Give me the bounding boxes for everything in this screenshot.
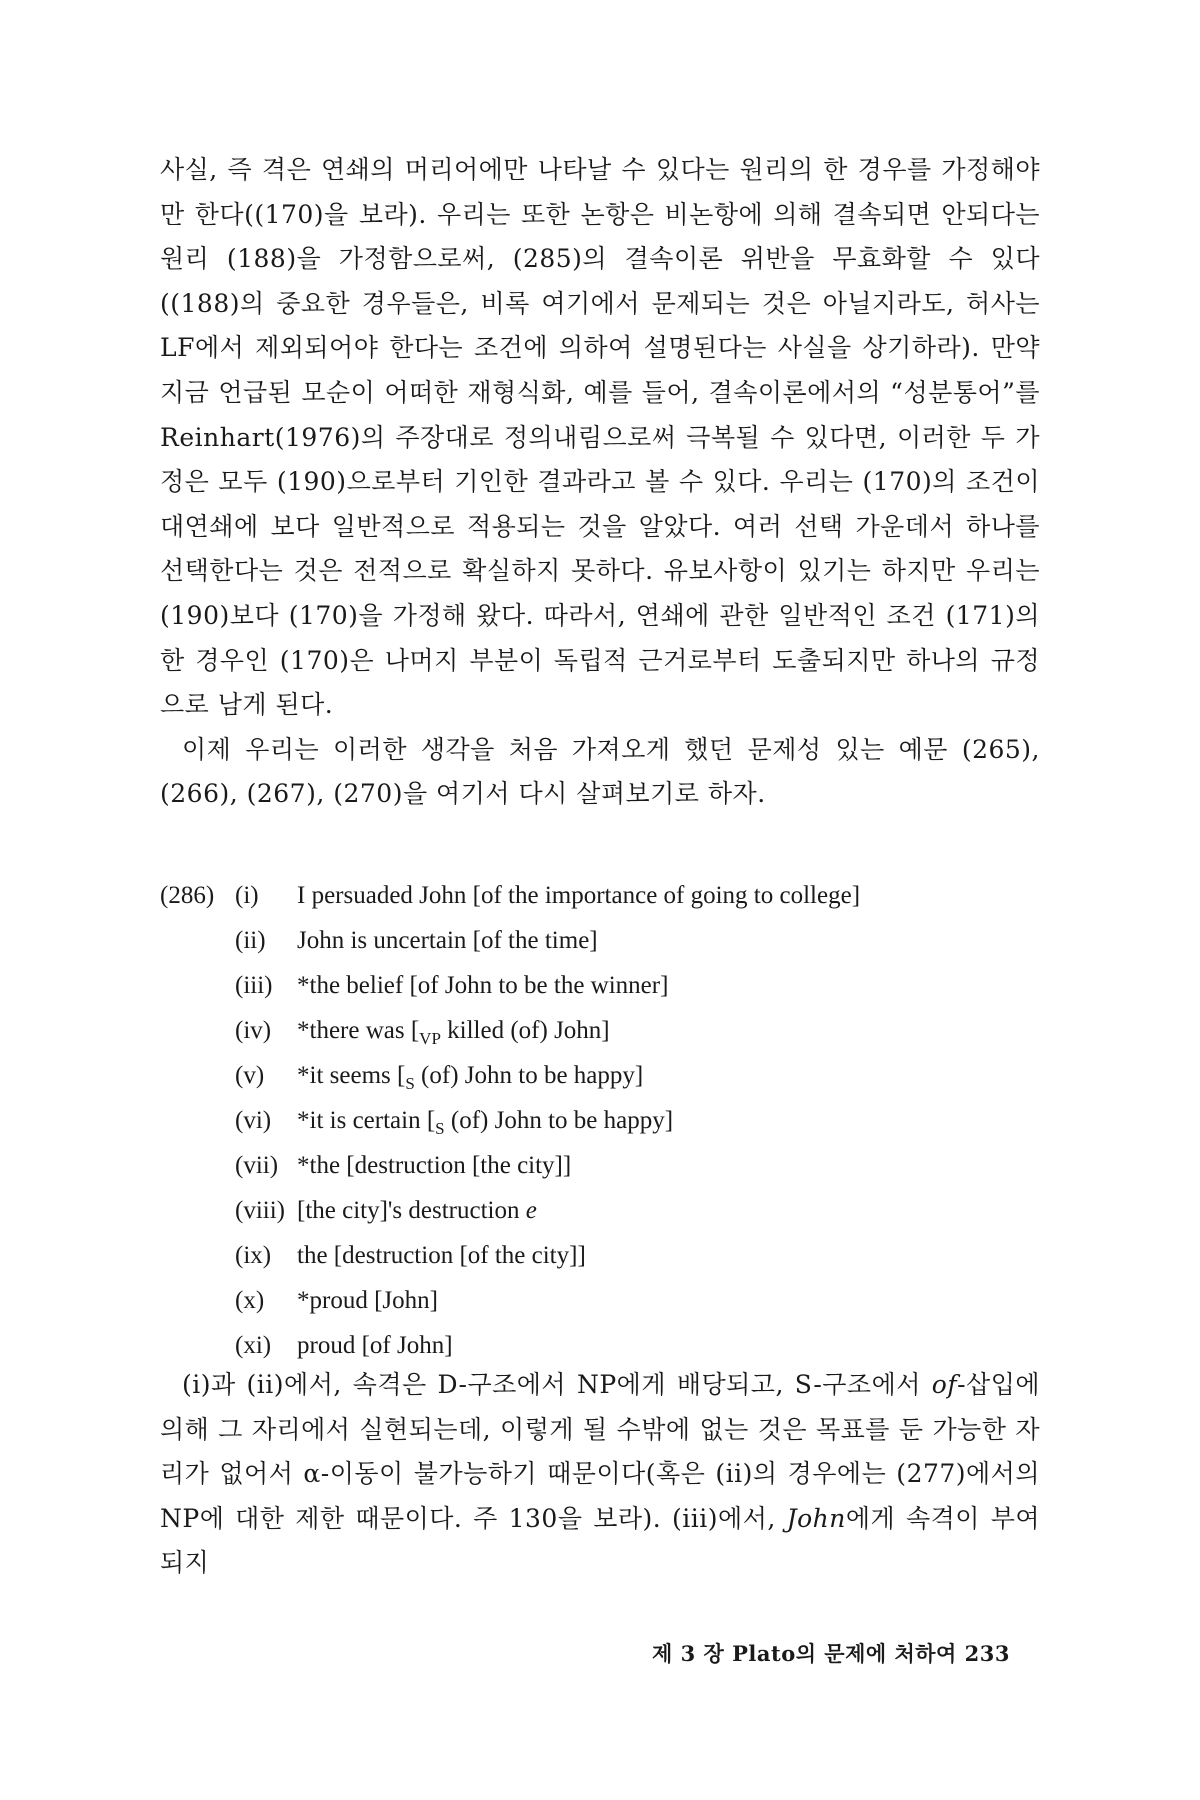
body-text-bottom — [160, 1363, 1040, 1586]
example-label: (ii) — [235, 927, 266, 954]
example-label: (v) — [235, 1062, 265, 1089]
paragraph-text: (i)과 (ii)에서, 속격은 D-구조에서 NP에게 배당되고, S-구조에서 — [182, 1370, 932, 1399]
example-row — [160, 1008, 1040, 1053]
paragraph-text: -삽입에 의해 그 자리에서 실현되는데, 이렇게 될 수밖에 없는 것은 목표를 둔 가능한 자리가 없어서 α-이동이 불가능하기 때문이다(혹은 (ii)의 경우에는 (277)에서의 NP에 대한 제한 때문이다. 주 130을 보라). (iii)에서, — [160, 1370, 1040, 1533]
example-text: *proud [John] — [297, 1287, 438, 1314]
example-text-part: [the city]'s destruction — [297, 1197, 526, 1224]
example-label: (viii) — [235, 1197, 285, 1224]
example-label: (ix) — [235, 1242, 272, 1269]
italic-term: John — [786, 1503, 846, 1533]
example-text-part: *there was [ — [297, 1017, 420, 1044]
example-text — [297, 1098, 673, 1145]
paragraph-1: 사실, 즉 격은 연쇄의 머리어에만 나타날 수 있다는 원리의 한 경우를 가정해야만 한다((170)을 보라). 우리는 또한 논항은 비논항에 의해 결속되면 안되다는 원리 (188)을 가정함으로써, (285)의 결속이론 위반을 무효화할 수 있다((188)의 중요한 경우들은, 비록 여기에서 문제되는 것은 아닐지라도, 허사는 LF에서 제외되어야 한다는 조건에 의하여 설명된다는 사실을 상기하라). 만약 지금 언급된 모순이 어떠한 재형식화, 예를 들어, 결속이론에서의 “성분통어”를 Reinhart(1976)의 주장대로 정의내림으로써 극복될 수 있다면, 이러한 두 가정은 모두 (190)으로부터 기인한 결과라고 볼 수 있다. 우리는 (170)의 조건이 대연쇄에 보다 일반적으로 적용되는 것을 알았다. 여러 선택 가운데서 하나를 선택한다는 것은 전적으로 확실하지 못하다. 유보사항이 있기는 하지만 우리는 (190)보다 (170)을 가정해 왔다. 따라서, 연쇄에 관한 일반적인 조건 (171)의 한 경우인 (170)은 나머지 부분이 독립적 근거로부터 도출되지만 하나의 규정으로 남게 된다. — [160, 155, 1040, 720]
example-text-part: *it is certain [ — [297, 1107, 436, 1134]
example-row — [160, 1098, 1040, 1143]
example-row — [160, 1053, 1040, 1098]
example-text: *the [destruction [the city]] — [297, 1152, 572, 1179]
example-text: I persuaded John [of the importance of going to college] — [297, 882, 861, 909]
page-footer: 제 3 장 Plato의 문제에 처하여 233 — [652, 1641, 1010, 1666]
category-subscript: S — [435, 1119, 445, 1138]
example-row — [160, 1323, 1040, 1368]
italic-term: of — [931, 1370, 958, 1399]
example-row — [160, 1233, 1040, 1278]
empty-category-e: e — [525, 1197, 537, 1224]
example-label: (xi) — [235, 1332, 272, 1359]
example-text-part: (of) John to be happy] — [444, 1107, 674, 1134]
paragraph-2: 이제 우리는 이러한 생각을 처음 가져오게 했던 문제성 있는 예문 (265), (266), (267), (270)을 여기서 다시 살펴보기로 하자. — [160, 734, 1040, 809]
example-row — [160, 873, 1040, 918]
example-label: (i) — [235, 882, 259, 909]
example-text: *the belief [of John to be the winner] — [297, 972, 669, 999]
example-text: proud [of John] — [297, 1332, 453, 1359]
example-row — [160, 1278, 1040, 1323]
example-label: (vii) — [235, 1152, 279, 1179]
example-text-part: (of) John to be happy] — [414, 1062, 644, 1089]
example-row — [160, 918, 1040, 963]
category-subscript: S — [405, 1074, 415, 1093]
body-text-top — [160, 148, 1040, 817]
example-row — [160, 963, 1040, 1008]
paragraph-text: 에게 속격이 부여되지 — [160, 1503, 1040, 1578]
example-label: (vi) — [235, 1107, 272, 1134]
category-subscript: VP — [419, 1029, 441, 1048]
paragraph-3 — [160, 1363, 1040, 1586]
example-label: (x) — [235, 1287, 265, 1314]
example-text: the [destruction [of the city]] — [297, 1242, 586, 1269]
example-text — [297, 1008, 610, 1055]
example-row — [160, 1188, 1040, 1233]
example-text-part: killed (of) John] — [440, 1017, 610, 1044]
example-label: (iv) — [235, 1017, 272, 1044]
example-number: (286) — [160, 882, 215, 909]
example-text-part: *it seems [ — [297, 1062, 406, 1089]
example-text — [297, 1188, 537, 1233]
example-row — [160, 1143, 1040, 1188]
example-text: John is uncertain [of the time] — [297, 927, 598, 954]
example-label: (iii) — [235, 972, 273, 999]
example-text — [297, 1053, 643, 1100]
example-list — [160, 873, 1040, 1368]
